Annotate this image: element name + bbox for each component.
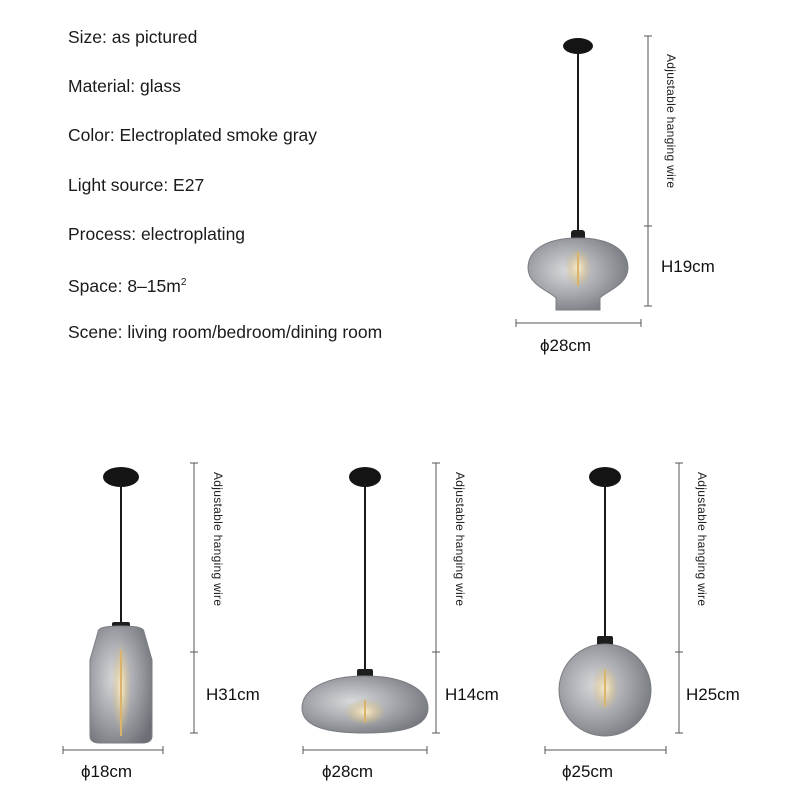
lamp-cylinder-diameter: ϕ18cm [81,762,133,781]
lamp-socket-icon [571,230,585,242]
lamp-socket-icon [357,669,373,679]
glass-shade-icon [302,676,428,733]
spec-process: Process: electroplating [68,224,246,244]
ceiling-canopy-icon [589,467,621,487]
wire-label: Adjustable hanging wire [695,472,709,607]
lamp-cylinder-height: H31cm [206,685,260,704]
lamp-globe-diameter: ϕ25cm [562,762,614,781]
spec-color: Color: Electroplated smoke gray [68,125,317,145]
spec-space [68,272,186,297]
ceiling-canopy-icon [563,38,593,54]
lamp-socket-icon [112,622,130,632]
lamp-oblate-height: H19cm [661,257,715,276]
wire-label: Adjustable hanging wire [664,54,678,189]
bulb-glow-icon [343,698,387,726]
spec-space-text: Space: 8–15m [68,276,181,296]
lamp-socket-icon [597,636,613,646]
wire-label: Adjustable hanging wire [453,472,467,607]
bulb-glow-icon [591,664,619,712]
lamp-globe-height: H25cm [686,685,740,704]
bulb-glow-icon [564,248,592,288]
spec-size: Size: as pictured [68,27,198,47]
ceiling-canopy-icon [103,467,139,487]
lamp-flat-dome-height: H14cm [445,685,499,704]
ceiling-canopy-icon [349,467,381,487]
lamp-oblate-diameter: ϕ28cm [540,336,592,355]
bulb-glow-icon [111,640,131,735]
glass-shade-icon [90,626,152,743]
wire-label: Adjustable hanging wire [211,472,225,607]
spec-space-superscript: 2 [180,277,187,288]
spec-scene: Scene: living room/bedroom/dining room [68,322,383,342]
glass-shade-icon [528,238,628,310]
lamp-flat-dome-diameter: ϕ28cm [322,762,374,781]
glass-shade-icon [559,644,651,736]
spec-light-source: Light source: E27 [68,175,205,195]
spec-material: Material: glass [68,76,181,96]
